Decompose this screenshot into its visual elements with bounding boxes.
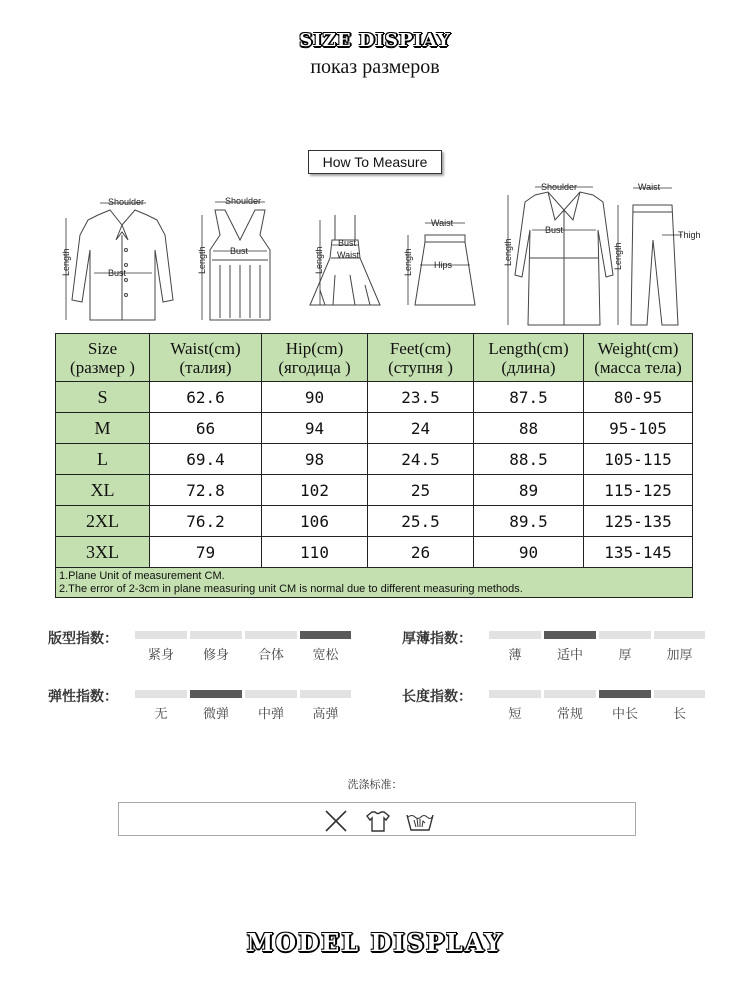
- size-cell: S: [56, 382, 150, 413]
- header-length: [474, 334, 584, 382]
- hang-dry-shirt-icon: [363, 809, 393, 833]
- elasticity-option: 微弹: [202, 707, 229, 722]
- size-cell: 2XL: [56, 506, 150, 537]
- feet-cell: 25: [368, 475, 474, 506]
- size-display-title: SIZE DISPIAY: [299, 30, 451, 51]
- svg-text:Length: Length: [403, 248, 413, 276]
- header-ru: (масса тела): [594, 357, 682, 377]
- thickness-index-label: 厚薄指数：: [402, 631, 472, 647]
- fit-index-bar: [245, 631, 297, 639]
- hip-cell: 106: [262, 506, 368, 537]
- size-cell: 3XL: [56, 537, 150, 568]
- fit-option: 紧身: [147, 648, 174, 663]
- waist-cell: 69.4: [150, 444, 262, 475]
- header-ru: (талия): [179, 357, 232, 377]
- thickness-option: 厚: [618, 648, 632, 663]
- weight-cell: 95-105: [584, 413, 693, 444]
- table-row: [56, 382, 693, 413]
- length-index-label: 长度指数：: [402, 689, 472, 705]
- header-ru: (ступня ): [388, 357, 453, 377]
- size-cell: XL: [56, 475, 150, 506]
- length-index-bar: [654, 690, 705, 698]
- table-notes-row: [56, 568, 693, 598]
- length-index-bar-selected: [599, 690, 651, 698]
- length-index-bar: [544, 690, 596, 698]
- length-cell: 89.5: [474, 506, 584, 537]
- svg-text:Shoulder: Shoulder: [541, 182, 578, 192]
- header-en: Weight(cm): [597, 338, 679, 358]
- thickness-option: 加厚: [666, 648, 693, 663]
- hand-wash-icon: [405, 809, 435, 833]
- header-ru: (ягодица ): [278, 357, 351, 377]
- elasticity-index-bar: [245, 690, 297, 698]
- length-cell: 88.5: [474, 444, 584, 475]
- header-size: [56, 334, 150, 382]
- length-option: 长: [672, 707, 686, 722]
- size-display-subtitle: показ размеров: [310, 56, 440, 78]
- header-en: Feet(cm): [389, 338, 452, 358]
- feet-cell: 25.5: [368, 506, 474, 537]
- fit-option: 合体: [257, 648, 284, 663]
- fit-option: 宽松: [312, 648, 339, 663]
- length-cell: 90: [474, 537, 584, 568]
- skirt-figure: [415, 235, 475, 305]
- care-instructions-title: 洗涤标准：: [347, 778, 403, 791]
- svg-text:Length: Length: [613, 242, 623, 270]
- length-index-bar: [489, 690, 541, 698]
- note-line: 1.Plane Unit of measurement CM.: [59, 569, 225, 582]
- svg-text:Bust: Bust: [338, 238, 357, 248]
- tank-top-figure: [210, 210, 270, 320]
- waist-cell: 72.8: [150, 475, 262, 506]
- svg-text:Thigh: Thigh: [678, 230, 701, 240]
- do-not-wash-icon: [321, 809, 351, 833]
- header-hip: [262, 334, 368, 382]
- note-line: 2.The error of 2-3cm in plane measuring unit CM is normal due to different measuring methods.: [59, 582, 523, 595]
- feet-cell: 23.5: [368, 382, 474, 413]
- svg-text:Length: Length: [503, 238, 513, 266]
- elasticity-index-bar: [135, 690, 187, 698]
- thickness-option: 薄: [508, 648, 522, 663]
- svg-text:Waist: Waist: [638, 182, 661, 192]
- svg-text:Length: Length: [61, 248, 71, 276]
- header-ru: (размер ): [70, 357, 135, 377]
- feet-cell: 24.5: [368, 444, 474, 475]
- fit-index-bar-selected: [300, 631, 351, 639]
- header-en: Hip(cm): [285, 338, 344, 358]
- length-cell: 89: [474, 475, 584, 506]
- header-en: Size: [87, 338, 118, 358]
- length-option: 中长: [611, 707, 638, 722]
- elasticity-option: 高弹: [312, 707, 339, 722]
- hip-cell: 94: [262, 413, 368, 444]
- length-option: 常规: [556, 707, 583, 722]
- svg-text:Length: Length: [314, 246, 324, 274]
- fit-option: 修身: [202, 648, 229, 663]
- svg-text:Waist: Waist: [337, 250, 360, 260]
- elasticity-index-label: 弹性指数：: [48, 689, 118, 705]
- weight-cell: 135-145: [584, 537, 693, 568]
- measurement-figures-svg: [50, 180, 710, 330]
- fit-index-bar: [190, 631, 242, 639]
- svg-text:Hips: Hips: [434, 260, 453, 270]
- waist-cell: 76.2: [150, 506, 262, 537]
- svg-text:Bust: Bust: [545, 225, 564, 235]
- size-cell: L: [56, 444, 150, 475]
- header-weight: [584, 334, 693, 382]
- weight-cell: 125-135: [584, 506, 693, 537]
- length-cell: 88: [474, 413, 584, 444]
- table-row: [56, 537, 693, 568]
- waist-cell: 66: [150, 413, 262, 444]
- thickness-index-bar: [489, 631, 541, 639]
- care-icons-box: [118, 802, 636, 836]
- header-ru: (длина): [501, 357, 556, 377]
- length-option: 短: [508, 707, 522, 722]
- blouse-figure: [72, 210, 173, 320]
- weight-cell: 115-125: [584, 475, 693, 506]
- svg-text:Bust: Bust: [230, 246, 249, 256]
- fit-index-bar: [135, 631, 187, 639]
- weight-cell: 105-115: [584, 444, 693, 475]
- weight-cell: 80-95: [584, 382, 693, 413]
- hip-cell: 102: [262, 475, 368, 506]
- model-display-title: MODEL DISPLAY: [246, 928, 504, 957]
- table-row: [56, 506, 693, 537]
- elasticity-option: 中弹: [257, 707, 284, 722]
- thickness-index-bar: [654, 631, 705, 639]
- header-en: Waist(cm): [170, 338, 241, 358]
- elasticity-index-bar-selected: [190, 690, 242, 698]
- thickness-index-bar-selected: [544, 631, 596, 639]
- measurement-figures: [50, 180, 710, 330]
- fit-index-label: 版型指数：: [48, 631, 118, 647]
- hip-cell: 90: [262, 382, 368, 413]
- header-en: Length(cm): [488, 338, 569, 358]
- table-row: [56, 475, 693, 506]
- table-row: [56, 444, 693, 475]
- svg-text:Shoulder: Shoulder: [108, 197, 145, 207]
- table-header-row: [56, 334, 693, 382]
- thickness-option: 适中: [556, 648, 583, 663]
- waist-cell: 62.6: [150, 382, 262, 413]
- elasticity-index-bar: [300, 690, 351, 698]
- svg-text:Shoulder: Shoulder: [225, 196, 262, 206]
- waist-cell: 79: [150, 537, 262, 568]
- hip-cell: 98: [262, 444, 368, 475]
- svg-text:Waist: Waist: [431, 218, 454, 228]
- how-to-measure-label: How To Measure: [308, 150, 442, 174]
- table-row: [56, 413, 693, 444]
- length-cell: 87.5: [474, 382, 584, 413]
- header-waist: [150, 334, 262, 382]
- thickness-index-bar: [599, 631, 651, 639]
- size-chart-table: [55, 333, 693, 598]
- pants-figure: [631, 205, 678, 325]
- feet-cell: 24: [368, 413, 474, 444]
- measurement-notes: [56, 568, 693, 598]
- elasticity-option: 无: [154, 707, 168, 722]
- coat-figure: [515, 192, 613, 325]
- svg-text:Length: Length: [197, 246, 207, 274]
- hip-cell: 110: [262, 537, 368, 568]
- svg-text:Bust: Bust: [108, 268, 127, 278]
- size-cell: M: [56, 413, 150, 444]
- feet-cell: 26: [368, 537, 474, 568]
- header-feet: [368, 334, 474, 382]
